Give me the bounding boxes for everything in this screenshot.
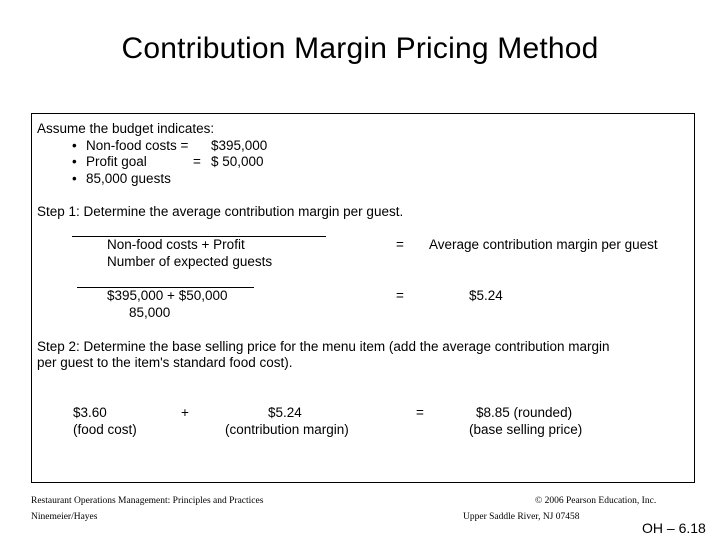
assumption-label: 85,000 guests	[86, 171, 171, 186]
slide-number: OH – 6.18	[642, 520, 706, 536]
calc-equals: =	[396, 288, 404, 303]
bullet-icon: •	[72, 154, 77, 169]
footer-publisher-address: Upper Saddle River, NJ 07458	[463, 512, 580, 522]
food-cost-value: $3.60	[73, 405, 107, 420]
assumption-value-nonfood: $395,000	[211, 138, 268, 153]
formula-equals: =	[396, 237, 404, 252]
assumption-item-guests	[72, 170, 171, 187]
contribution-margin-label: (contribution margin)	[225, 422, 349, 437]
step2-heading-line1: Step 2: Determine the base selling price for the menu item (add the average contribution margin	[37, 339, 610, 354]
footer-copyright: © 2006 Pearson Education, Inc.	[535, 496, 657, 506]
plus-sign: +	[181, 405, 189, 420]
step2-heading-line2: per guest to the item's standard food cost).	[37, 355, 293, 370]
assumption-eq-profit: =	[193, 154, 201, 169]
selling-price-value: $8.85 (rounded)	[476, 405, 573, 420]
slide-title: Contribution Margin Pricing Method	[121, 32, 599, 65]
calc-denominator: 85,000	[129, 305, 171, 320]
footer-authors: Ninemeier/Hayes	[31, 512, 98, 522]
assumption-label: Non-food costs =	[86, 138, 189, 153]
step1-heading: Step 1: Determine the average contribution margin per guest.	[37, 204, 404, 219]
selling-price-label: (base selling price)	[469, 422, 583, 437]
assumption-label: Profit goal	[86, 154, 147, 169]
assumption-item-profit	[72, 153, 147, 170]
calc-numerator: $395,000 + $50,000	[107, 288, 228, 303]
assumption-value-profit: $ 50,000	[211, 154, 264, 169]
contribution-margin-value: $5.24	[268, 405, 302, 420]
formula-denominator: Number of expected guests	[107, 254, 273, 269]
step2-equals: =	[416, 405, 424, 420]
bullet-icon: •	[72, 171, 77, 186]
food-cost-label: (food cost)	[73, 422, 137, 437]
bullet-icon: •	[72, 138, 77, 153]
calc-result: $5.24	[469, 288, 503, 303]
assumption-item-nonfood	[72, 137, 188, 154]
formula-result: Average contribution margin per guest	[429, 237, 658, 252]
assumptions-intro: Assume the budget indicates:	[37, 121, 215, 136]
formula-numerator: Non-food costs + Profit	[107, 237, 245, 252]
footer-book-title: Restaurant Operations Management: Principles and Practices	[31, 496, 264, 506]
